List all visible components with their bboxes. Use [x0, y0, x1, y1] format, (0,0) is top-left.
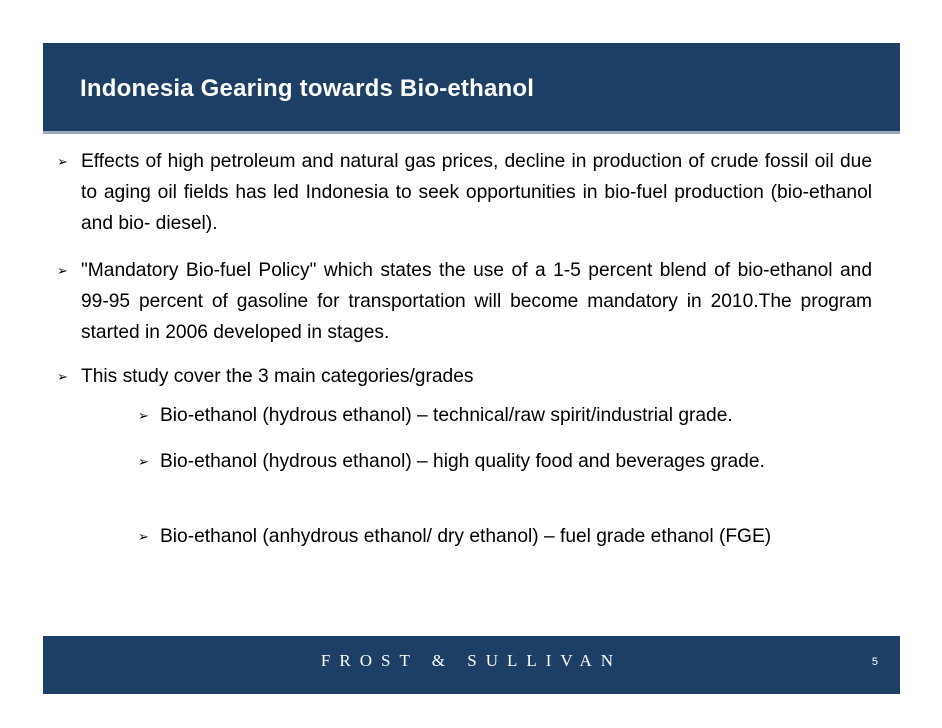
- sub-bullet-item: [138, 400, 872, 431]
- brand-logo-text: FROST & SULLIVAN: [320, 651, 623, 670]
- bullet-text: "Mandatory Bio-fuel Policy" which states the use of a 1-5 percent blend of bio-ethanol and 99-95 percent of gasoline for transportation will become mandatory in 2010.The program started in 2006 developed in stages.: [81, 260, 872, 343]
- page-number: 5: [871, 656, 878, 668]
- sub-bullet-text: Bio-ethanol (hydrous ethanol) – technical/raw spirit/industrial grade.: [160, 405, 733, 426]
- sub-bullet-text: Bio-ethanol (hydrous ethanol) – high quality food and beverages grade.: [160, 451, 765, 472]
- arrow-bullet-icon: ➢: [57, 263, 68, 278]
- bullet-item: [57, 361, 872, 392]
- bullet-item: [57, 255, 872, 348]
- footer-banner: [43, 636, 900, 694]
- arrow-bullet-icon: ➢: [57, 369, 68, 384]
- sub-bullet-item: [138, 521, 872, 552]
- arrow-bullet-icon: ➢: [138, 408, 149, 423]
- arrow-bullet-icon: ➢: [138, 454, 149, 469]
- title-banner: [43, 43, 900, 134]
- bullet-text: This study cover the 3 main categories/grades: [81, 366, 474, 387]
- sub-bullet-item: [138, 446, 872, 477]
- bullet-item: [57, 146, 872, 239]
- arrow-bullet-icon: ➢: [138, 529, 149, 544]
- bullet-text: Effects of high petroleum and natural gas prices, decline in production of crude fossil oil due to aging oil fields has led Indonesia to seek opportunities in bio-fuel production (bio-ethanol and bio- diesel).: [81, 151, 872, 234]
- slide-title: Indonesia Gearing towards Bio-ethanol: [80, 75, 535, 102]
- arrow-bullet-icon: ➢: [57, 154, 68, 169]
- sub-bullet-text: Bio-ethanol (anhydrous ethanol/ dry ethanol) – fuel grade ethanol (FGE): [160, 526, 772, 547]
